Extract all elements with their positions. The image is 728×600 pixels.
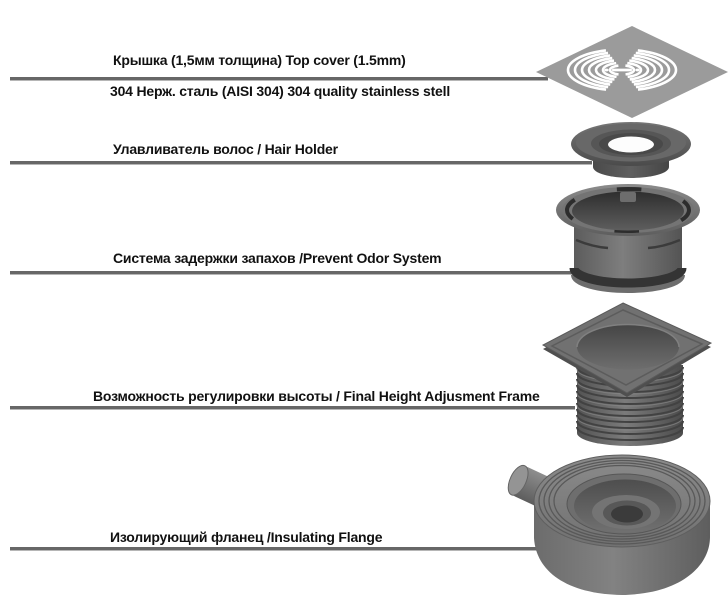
insulating-flange-illustration xyxy=(496,443,728,600)
leader-line-hair-holder xyxy=(10,161,592,165)
label-top-cover: Крышка (1,5мм толщина) Top cover (1.5mm) xyxy=(113,52,406,68)
label-insulating-flange: Изолирующий фланец /Insulating Flange xyxy=(110,529,383,545)
flange-drain-hole xyxy=(611,506,643,523)
leader-line-height-adjustment-frame xyxy=(10,406,575,410)
leader-line-insulating-flange xyxy=(10,547,537,551)
leader-line-prevent-odor-system xyxy=(10,271,578,275)
leader-line-top-cover xyxy=(10,77,548,81)
label-height-adjustment-frame: Возможность регулировки высоты / Final Height Adjusment Frame xyxy=(93,388,540,404)
top-cover-grate-illustration xyxy=(534,24,728,120)
label-hair-holder: Улавливатель волос / Hair Holder xyxy=(113,141,338,157)
prevent-odor-system-illustration xyxy=(550,182,700,304)
hair-holder-opening xyxy=(608,137,654,153)
label-prevent-odor-system: Система задержки запахов /Prevent Odor System xyxy=(113,250,442,266)
hair-holder-illustration xyxy=(552,117,712,183)
label-top-cover-material: 304 Нерж. сталь (AISI 304) 304 quality stainless stell xyxy=(110,83,451,99)
height-adjustment-frame-illustration xyxy=(533,301,728,449)
